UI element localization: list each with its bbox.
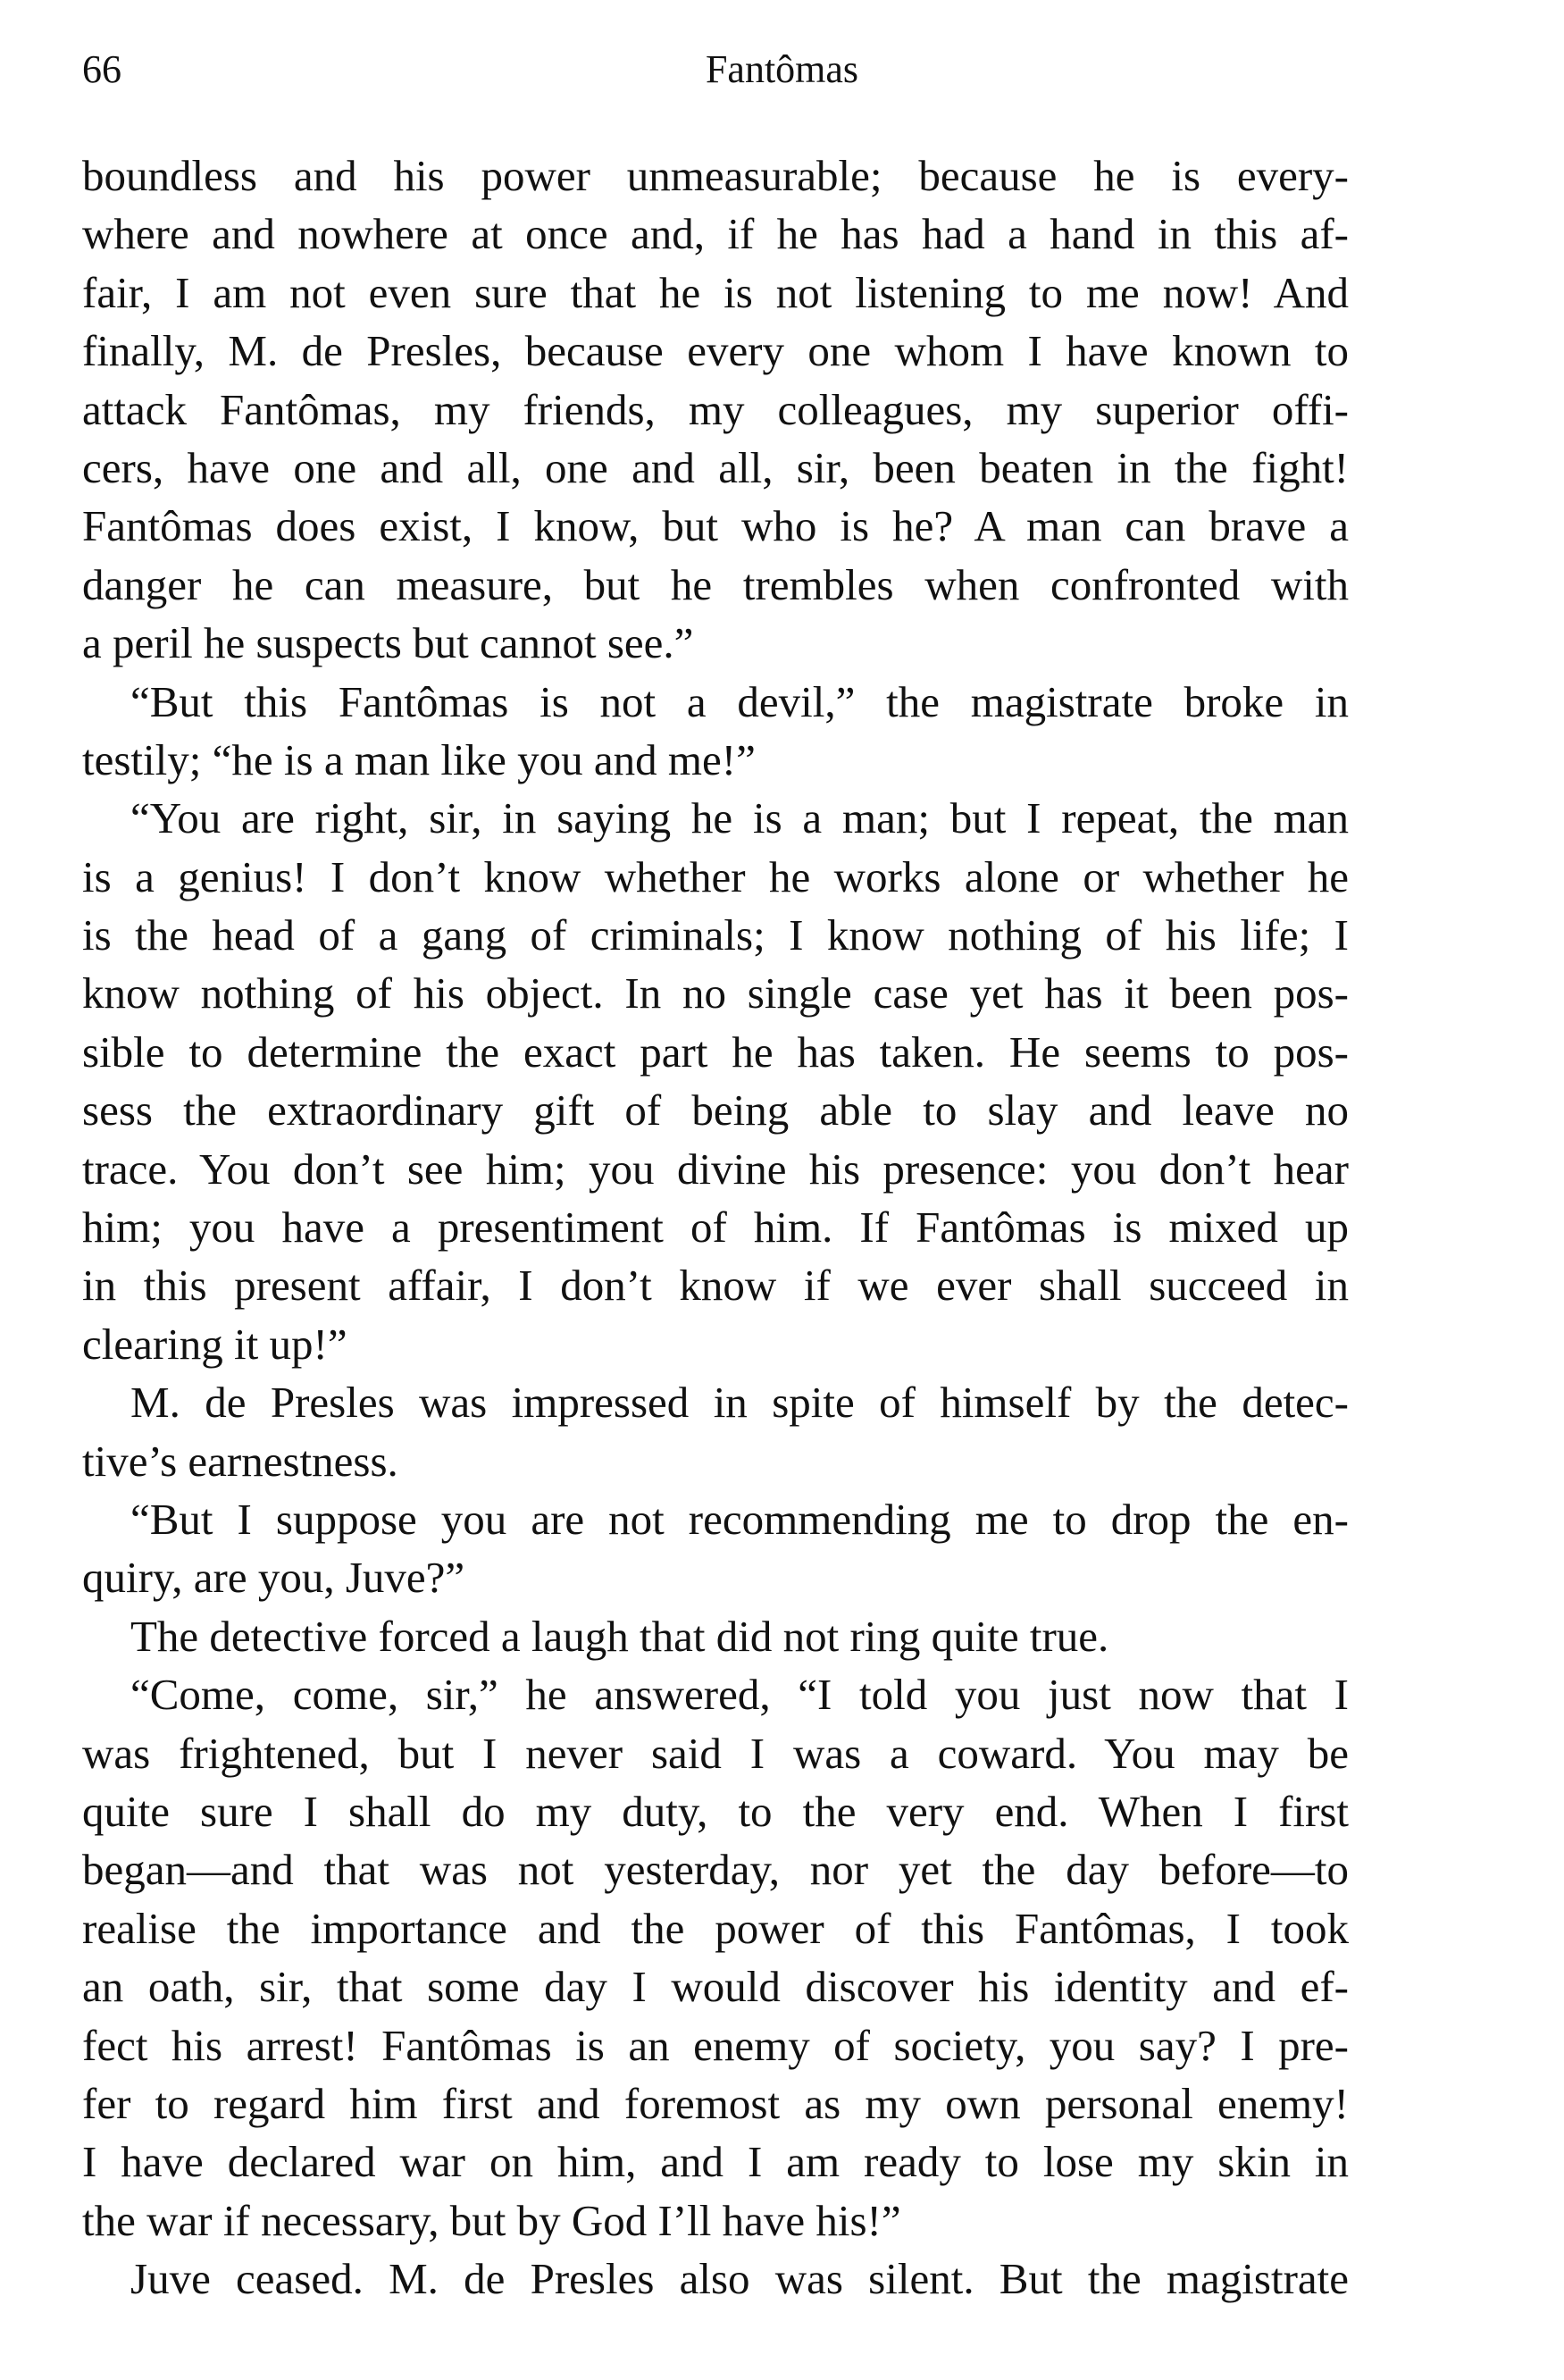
text-line: trace. You don’t see him; you divine his presence: you don’t hear [82, 1144, 1349, 1194]
text-line: was frightened, but I never said I was a coward. You may be [82, 1728, 1349, 1778]
text-line: fair, I am not even sure that he is not listening to me now! And [82, 267, 1349, 317]
text-line: in this present affair, I don’t know if we ever shall succeed in [82, 1261, 1349, 1311]
text-line: M. de Presles was impressed in spite of himself by the detec- [130, 1378, 1349, 1428]
text-line: is the head of a gang of criminals; I know nothing of his life; I [82, 910, 1349, 960]
text-line: “But this Fantômas is not a devil,” the magistrate broke in [130, 676, 1349, 726]
page-number: 66 [82, 47, 121, 91]
text-line: “But I suppose you are not recommending me to drop the en- [130, 1494, 1349, 1544]
text-line: quite sure I shall do my duty, to the very end. When I first [82, 1786, 1349, 1836]
text-line: The detective forced a laugh that did not ring quite true. [130, 1611, 1109, 1661]
text-line: the war if necessary, but by God I’ll have his!” [82, 2195, 901, 2245]
text-line: boundless and his power unmeasurable; because he is every- [82, 151, 1349, 200]
text-line: a peril he suspects but cannot see.” [82, 618, 694, 668]
text-line: him; you have a presentiment of him. If Fantômas is mixed up [82, 1203, 1349, 1253]
body-text [82, 147, 1349, 2308]
text-line: “Come, come, sir,” he answered, “I told you just now that I [130, 1670, 1349, 1720]
text-line: clearing it up!” [82, 1319, 347, 1369]
text-line: attack Fantômas, my friends, my colleagues, my superior offi- [82, 384, 1349, 434]
text-line: an oath, sir, that some day I would discover his identity and ef- [82, 1962, 1349, 2012]
text-line: danger he can measure, but he trembles when confronted with [82, 559, 1349, 609]
text-line: realise the importance and the power of this Fantômas, I took [82, 1903, 1349, 1953]
text-line: “You are right, sir, in saying he is a man; but I repeat, the man [130, 793, 1349, 843]
text-line: quiry, are you, Juve?” [82, 1553, 465, 1603]
text-line: tive’s earnestness. [82, 1436, 398, 1486]
text-line: cers, have one and all, one and all, sir, been beaten in the fight! [82, 442, 1349, 492]
text-line: fect his arrest! Fantômas is an enemy of society, you say? I pre- [82, 2020, 1349, 2070]
text-line: is a genius! I don’t know whether he works alone or whether he [82, 851, 1349, 901]
running-title: Fantômas [705, 47, 859, 91]
text-line: know nothing of his object. In no single case yet has it been pos- [82, 968, 1349, 1018]
text-line: began—and that was not yesterday, nor yet the day before—to [82, 1845, 1349, 1895]
text-line: Fantômas does exist, I know, but who is he? A man can brave a [82, 501, 1349, 551]
text-line: I have declared war on him, and I am ready to lose my skin in [82, 2137, 1349, 2187]
text-line: sible to determine the exact part he has taken. He seems to pos- [82, 1027, 1349, 1077]
text-line: fer to regard him first and foremost as my own personal enemy! [82, 2078, 1349, 2128]
text-line: Juve ceased. M. de Presles also was silent. But the magistrate [130, 2254, 1349, 2304]
text-line: where and nowhere at once and, if he has had a hand in this af- [82, 209, 1349, 259]
text-line: sess the extraordinary gift of being able to slay and leave no [82, 1085, 1349, 1136]
page-header [82, 43, 1482, 96]
text-line: finally, M. de Presles, because every one whom I have known to [82, 326, 1349, 376]
text-line: testily; “he is a man like you and me!” [82, 734, 756, 784]
